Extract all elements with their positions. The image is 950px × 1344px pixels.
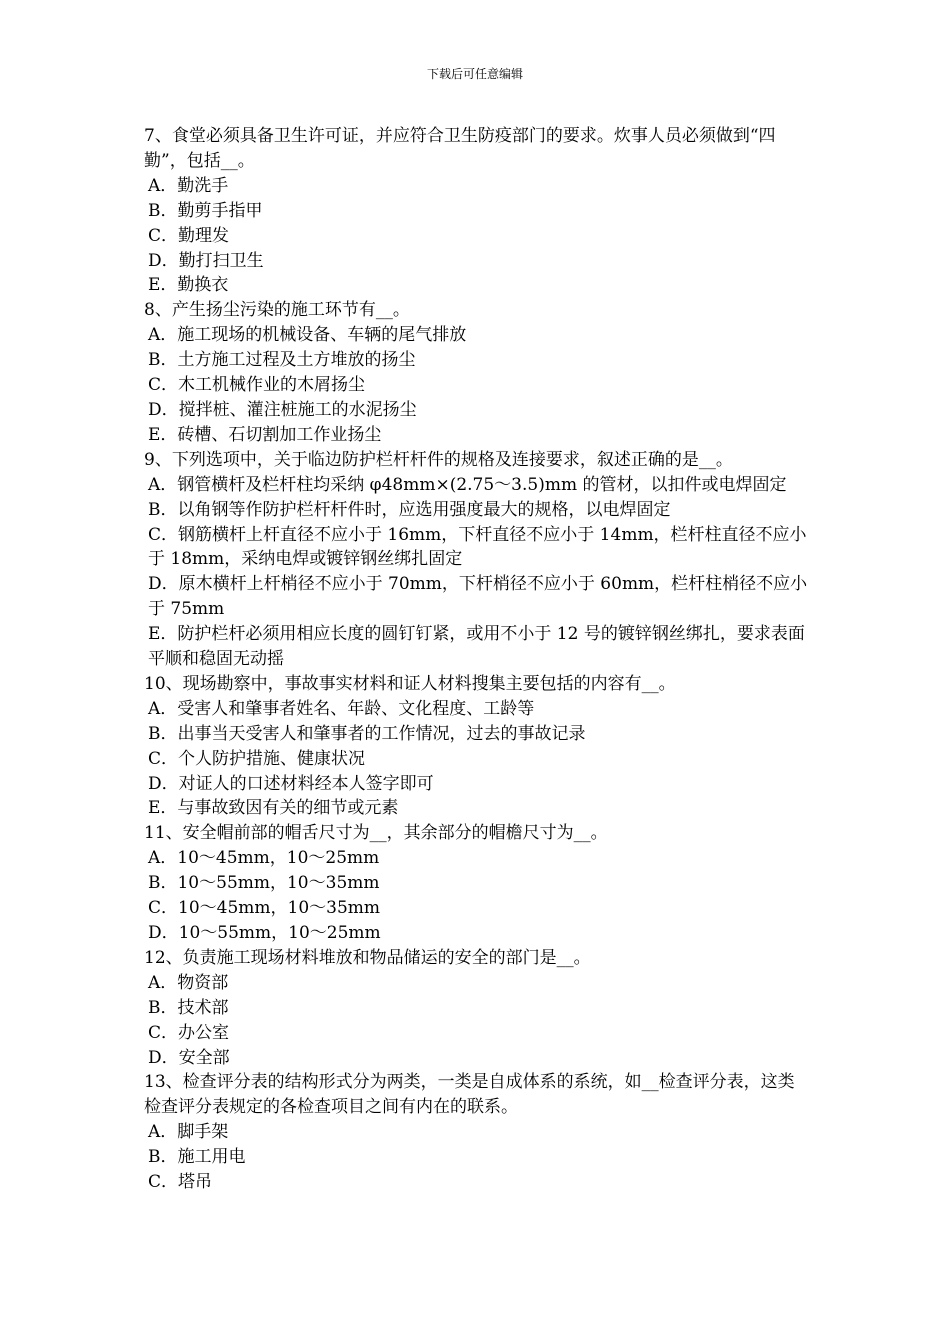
question-stem: 7、食堂必须具备卫生许可证，并应符合卫生防疫部门的要求。炊事人员必须做到“四勤”，包括__。 <box>144 126 776 171</box>
question-stem: 13、检查评分表的结构形式分为两类，一类是自成体系的系统，如__检查评分表，这类检查评分表规定的各检查项目之间有内在的联系。 <box>144 1072 795 1118</box>
question-8 <box>144 298 808 447</box>
question-9 <box>144 448 808 672</box>
option: E．勤换衣 <box>148 275 229 296</box>
question-stem: 12、负责施工现场材料堆放和物品储运的安全的部门是__。 <box>144 947 591 968</box>
option: B．以角钢等作防护栏杆杆件时，应选用强度最大的规格，以电焊固定 <box>148 499 671 520</box>
option: C．钢筋横杆上杆直径不应小于 16mm，下杆直径不应小于 14mm，栏杆柱直径不应小于 18mm，采纳电焊或镀锌钢丝绑扎固定 <box>148 524 807 570</box>
question-12 <box>144 946 808 1071</box>
option: E．防护栏杆必须用相应长度的圆钉钉紧，或用不小于 12 号的镀锌钢丝绑扎，要求表面平顺和稳固无动摇 <box>148 624 805 670</box>
option: B．勤剪手指甲 <box>148 200 263 221</box>
option: A．脚手架 <box>148 1122 229 1143</box>
option: C．木工机械作业的木屑扬尘 <box>148 375 366 396</box>
option: A．施工现场的机械设备、车辆的尾气排放 <box>148 325 467 346</box>
option: A．勤洗手 <box>148 175 229 196</box>
question-7 <box>144 124 808 298</box>
option: C．个人防护措施、健康状况 <box>148 748 366 769</box>
option: A．10～45mm，10～25mm <box>148 848 380 869</box>
option: E．与事故致因有关的细节或元素 <box>148 798 399 819</box>
option: D．安全部 <box>148 1047 230 1068</box>
question-stem: 11、安全帽前部的帽舌尺寸为__，其余部分的帽檐尺寸为__。 <box>144 823 608 844</box>
option: A．钢管横杆及栏杆柱均采纳 φ48mm×(2.75～3.5)mm 的管材，以扣件或电焊固定 <box>148 474 787 495</box>
question-stem: 10、现场勘察中，事故事实材料和证人材料搜集主要包括的内容有__。 <box>144 673 676 694</box>
question-stem: 9、下列选项中，关于临边防护栏杆杆件的规格及连接要求，叙述正确的是__。 <box>144 449 733 470</box>
option: C．10～45mm，10～35mm <box>148 898 381 919</box>
option: B．土方施工过程及土方堆放的扬尘 <box>148 350 416 371</box>
question-11 <box>144 821 808 946</box>
option: D．原木横杆上杆梢径不应小于 70mm，下杆梢径不应小于 60mm，栏杆柱梢径不应小于 75mm <box>148 574 808 620</box>
question-10 <box>144 672 808 821</box>
option: D．搅拌桩、灌注桩施工的水泥扬尘 <box>148 399 417 420</box>
option: B．施工用电 <box>148 1147 246 1168</box>
question-stem: 8、产生扬尘污染的施工环节有__。 <box>144 300 410 321</box>
option: C．塔吊 <box>148 1172 213 1193</box>
option: D．对证人的口述材料经本人签字即可 <box>148 773 434 794</box>
option: B．10～55mm，10～35mm <box>148 873 380 894</box>
document-body <box>144 124 808 1195</box>
option: A．物资部 <box>148 972 229 993</box>
option: C．勤理发 <box>148 225 230 246</box>
question-13 <box>144 1070 808 1195</box>
option: A．受害人和肇事者姓名、年龄、文化程度、工龄等 <box>148 698 535 719</box>
option: C．办公室 <box>148 1022 230 1043</box>
page-header: 下载后可任意编辑 <box>426 67 523 81</box>
option: B．技术部 <box>148 997 229 1018</box>
option: B．出事当天受害人和肇事者的工作情况，过去的事故记录 <box>148 723 586 744</box>
option: D．勤打扫卫生 <box>148 250 264 271</box>
option: E．砖槽、石切割加工作业扬尘 <box>148 424 382 445</box>
option: D．10～55mm，10～25mm <box>148 923 381 943</box>
